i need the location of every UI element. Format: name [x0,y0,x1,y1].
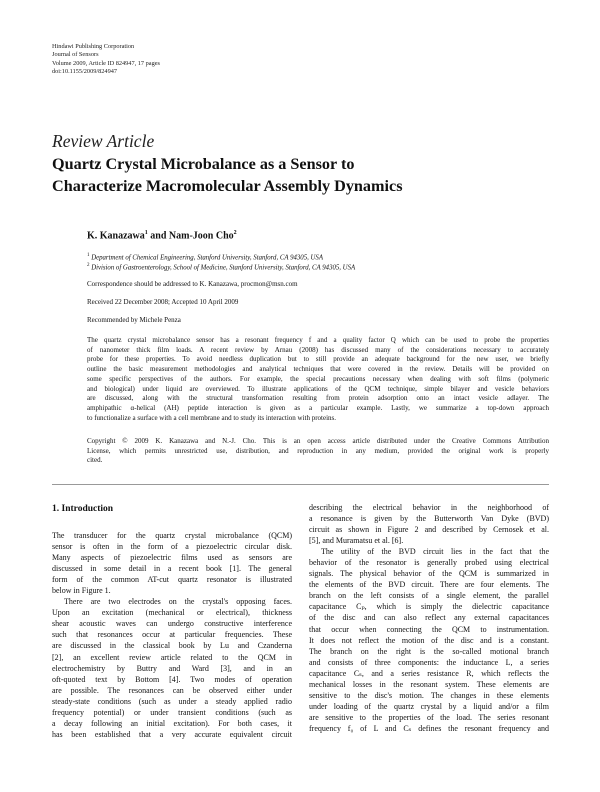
body-line: steady-state conditions (such as under a steady applied radio [52,696,292,706]
body-line: The utility of the BVD circuit lies in the fact that the [321,547,549,557]
journal-name: Journal of Sensors [52,51,99,59]
body-line: The transducer for the quartz crystal microbalance (QCM) [52,531,292,540]
right-column [309,502,549,734]
paper-title [52,154,552,197]
body-line: capacitance Cₛ, and a series resistance R, which reflects the [309,668,549,678]
body-line: capacitance Cₚ, which is simply the dielectric capacitance [309,602,549,612]
abstract [87,336,549,423]
title-line-1: Quartz Crystal Microbalance as a Sensor to [52,155,355,173]
copyright-line: Copyright © 2009 K. Kanazawa and N.-J. Cho. This is an open access article distributed under the Creative Commons Attribution [87,437,549,445]
abstract-line: and biological) under liquid are overviewed. To illustrate applications of the QCM technique, simple bilayer and vesicle behaviors [87,384,549,393]
body-line: Many aspects of piezoelectric films used as sensors are [52,553,292,563]
body-line: of the disc and can also reflect any external capacitances [309,613,549,623]
body-line: behavior of the resonator is generally probed using electrical [309,558,549,568]
affiliation-1 [87,253,323,261]
copyright-line: cited. [87,456,103,465]
body-line: are possible. The resonances can be observed either under [52,685,292,695]
correspondence: Correspondence should be addressed to K. Kanazawa, procmon@msn.com [87,280,298,288]
body-line: has been established that a very accurate equivalent circuit [52,729,292,739]
body-line: a decay following an initial excitation). For both cases, it [52,718,292,728]
copyright-line: License, which permits unrestricted use, distribution, and reproduction in any medium, provided the original work is properly [87,446,549,455]
section-heading: 1. Introduction [52,504,114,514]
abstract-line: outline the basic measurement methodologies and analytical techniques that were covered in the review. Details will be provided on [87,365,549,374]
body-line: branch on the left consists of a single element, the parallel [309,591,549,601]
affiliation-marker: 1 [87,253,90,258]
abstract-line: amphipathic α-helical (AH) peptide interaction is given as a particular example. Lastly, we summarize a top-down approach [87,403,549,412]
body-line: [2], an excellent review article related to the QCM in [52,652,292,662]
affiliation-marker: 1 [144,230,148,236]
author-list [87,230,237,241]
body-line: discussed in some detail in a recent book [1]. The general [52,564,292,574]
section-divider [52,484,549,485]
body-line: frequency potential) or under transient conditions (such as [52,707,292,717]
publisher-name: Hindawi Publishing Corporation [52,43,135,50]
dates: Received 22 December 2008; Accepted 10 April 2009 [87,298,239,306]
body-line: Upon an excitation (mechanical or electrical), thickness [52,608,292,618]
body-line: oft-quoted text by Bottom [4]. Two modes of operation [52,674,292,684]
volume-info: Volume 2009, Article ID 824947, 17 pages [52,59,160,67]
body-line: signals. The physical behavior of the QCM is summarized in [309,569,549,579]
affiliation-marker: 2 [87,263,90,268]
title-line-2: Characterize Macromolecular Assembly Dynamics [52,176,403,195]
body-line: electrochemistry by Buttry and Ward [3], and in an [52,663,292,673]
recommended-by: Recommended by Michele Penza [87,316,181,324]
body-line: It does not reflect the motion of the disc and is a constant. [309,635,549,645]
body-line: [5], and Muramatsu et al. [6]. [309,536,404,546]
body-line: a resonance is given by the Butterworth Van Dyke (BVD) [309,514,549,524]
author-separator: and [147,230,169,242]
abstract-line: to functionalize a surface with a cell membrane and to study its interaction with proteins. [87,413,337,422]
body-line: are discussed in the classical book by Lu and Czanderna [52,641,292,651]
journal-header [52,43,160,77]
body-line: shear acoustic waves can undergo constructive interference [52,619,292,629]
abstract-line: are discussed, along with the structural transformation resulting from protein adsorption onto an intact vesicle adlayer. The [87,394,549,403]
body-line: circuit as shown in Figure 2 and described by Cernosek et al. [309,525,549,535]
body-line: sensor is often in the form of a piezoelectric circular disk. [52,542,292,552]
author-name: Nam-Joon Cho [168,230,234,242]
body-line: below in Figure 1. [52,586,111,596]
body-line: such that resonances occur at particular frequencies. These [52,630,292,640]
affiliation-marker: 2 [233,230,237,236]
affiliation-text: Department of Chemical Engineering, Stanford University, Stanford, CA 94305, USA [89,254,323,262]
body-line: and consists of three components: the inductance L, a series [309,657,549,667]
abstract-line: The quartz crystal microbalance sensor has a resonant frequency f and a quality factor Q which can be used to probe the properties [87,336,549,344]
author-name: K. Kanazawa [87,230,145,242]
article-type: Review Article [52,131,155,151]
body-line: There are two electrodes on the crystal's opposing faces. [64,597,292,607]
body-line: are sensitive to the properties of the load. The series resonant [309,712,549,722]
affiliation-2 [87,263,355,271]
abstract-line: some specific perspectives of the authors. For example, the special precautions necessary when dealing with soft films (polymeric [87,374,549,383]
body-line: form of the common AT-cut quartz resonator is illustrated [52,575,292,585]
copyright-notice [87,437,549,466]
body-line: mechanical losses in the resonant system. These elements are [309,679,549,689]
left-column [52,530,292,740]
body-line: frequency f₀ of L and Cₛ defines the resonant frequency and [309,723,549,733]
affiliation-text: Division of Gastroenterology, School of Medicine, Stanford University, Stanford, CA 94305, USA [89,264,356,272]
body-line: describing the electrical behavior in the neighborhood of [309,503,549,512]
doi: doi:10.1155/2009/824947 [52,68,118,76]
abstract-line: of nanometer thick film loads. A recent review by Arnau (2008) has discussed many of the considerations necessary to accurately [87,345,549,354]
abstract-line: probe for these properties. To avoid needless duplication but to still provide an adequate background for the new user, we briefly [87,355,549,364]
body-line: under loading of the quartz crystal by a liquid and/or a film [309,701,549,711]
body-line: that occur when connecting the QCM to instrumentation. [309,624,549,634]
body-line: the elements of the BVD circuit. There are four elements. The [309,580,549,590]
body-line: The branch on the right is the so-called motional branch [309,646,549,656]
body-line: sensitive to the disc's motion. The changes in these elements [309,690,549,700]
